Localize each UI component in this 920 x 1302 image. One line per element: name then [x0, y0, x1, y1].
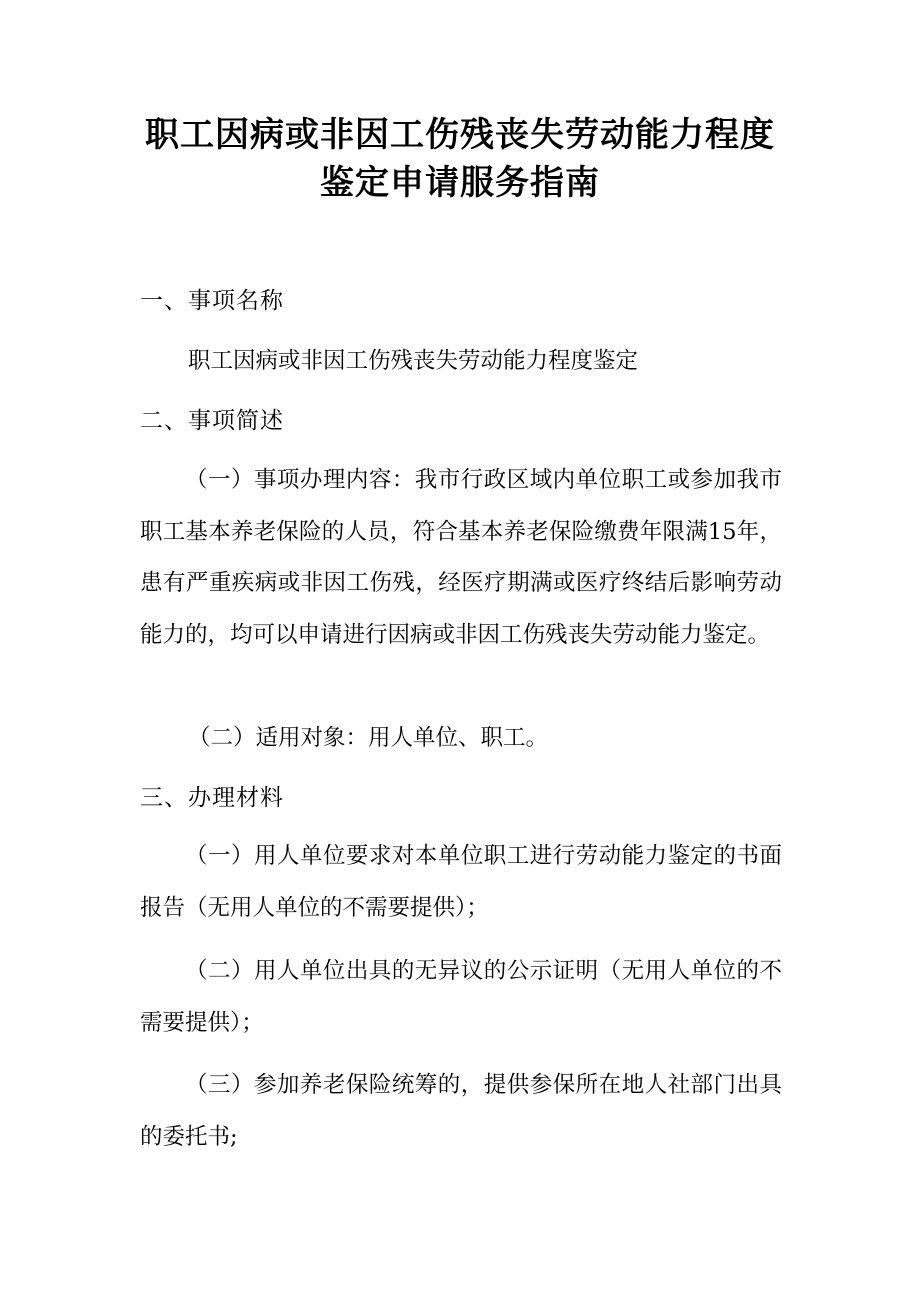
- document-title-line-2: 鉴定申请服务指南: [320, 163, 600, 203]
- summary-paragraph-content: （一）事项办理内容：我市行政区域内单位职工或参加我市职工基本养老保险的人员，符合基本养老保险缴费年限满15年，患有严重疾病或非因工伤残，经医疗期满或医疗终结后影响劳动能力的，均可以申请进行因病或非因工伤残丧失劳动能力鉴定。: [140, 467, 782, 648]
- materials-item-2: （二）用人单位出具的无异议的公示证明（无用人单位的不需要提供）；: [140, 958, 782, 1036]
- materials-item-3: （三）参加养老保险统筹的，提供参保所在地人社部门出具的委托书;: [140, 1072, 782, 1150]
- section-heading-materials: 三、办理材料: [140, 785, 284, 811]
- materials-item-1: （一）用人单位要求对本单位职工进行劳动能力鉴定的书面报告（无用人单位的不需要提供）；: [140, 843, 782, 921]
- section-heading-item-summary: 二、事项简述: [140, 408, 284, 434]
- document-title-line-1: 职工因病或非因工伤残丧失劳动能力程度: [145, 115, 775, 155]
- item-name-text: 职工因病或非因工伤残丧失劳动能力程度鉴定: [188, 348, 639, 374]
- summary-paragraph-applicable-objects: （二）适用对象：用人单位、职工。: [188, 725, 549, 751]
- section-heading-item-name: 一、事项名称: [140, 288, 284, 314]
